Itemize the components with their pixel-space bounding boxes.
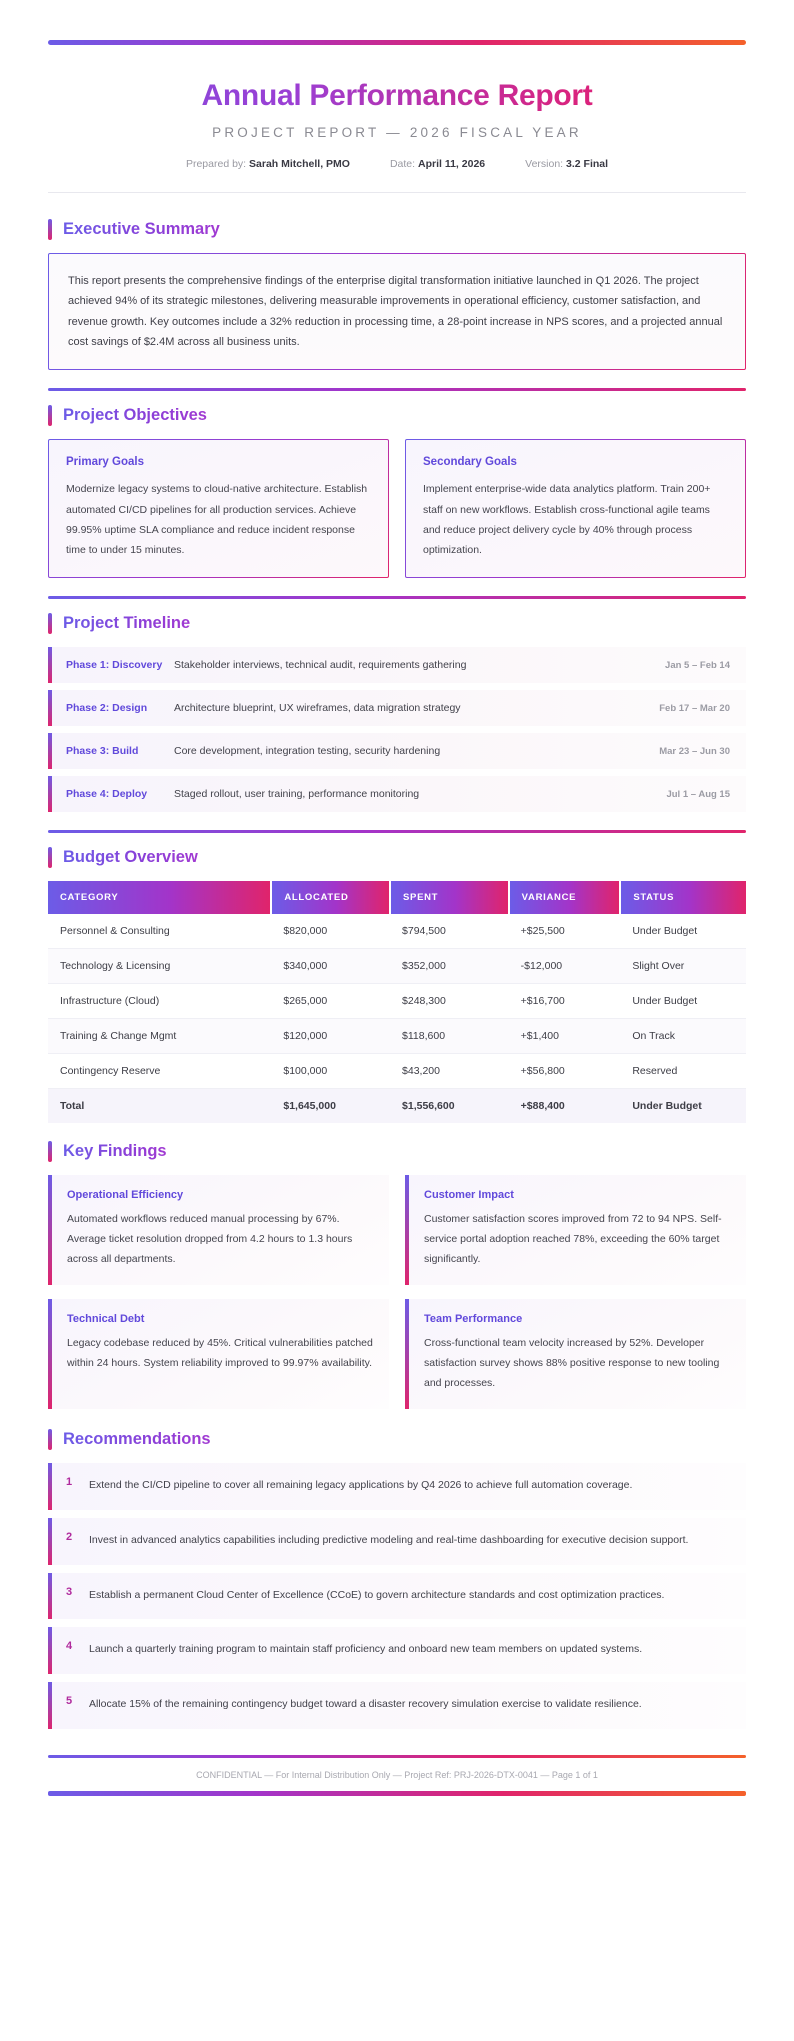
budget-cell-variance: +$16,700 bbox=[509, 984, 621, 1019]
budget-table-body bbox=[48, 914, 746, 1123]
meta-version-label: Version: bbox=[525, 158, 564, 170]
footer-text: CONFIDENTIAL — For Internal Distribution Only — Project Ref: PRJ-2026-DTX-0041 — Page 1 of 1 bbox=[196, 1770, 598, 1781]
meta-version-value: 3.2 Final bbox=[566, 158, 609, 170]
timeline-row bbox=[48, 690, 746, 726]
meta-version bbox=[525, 158, 608, 170]
finding-card-title: Customer Impact bbox=[424, 1189, 514, 1201]
budget-cell-category: Contingency Reserve bbox=[48, 1054, 271, 1089]
timeline-dates: Mar 23 – Jun 30 bbox=[659, 745, 730, 757]
budget-total-allocated: $1,645,000 bbox=[271, 1089, 390, 1124]
section-accent-bar-icon bbox=[48, 613, 52, 634]
budget-heading bbox=[48, 847, 746, 868]
budget-cell-allocated: $820,000 bbox=[271, 914, 390, 949]
timeline-description: Stakeholder interviews, technical audit, requirements gathering bbox=[174, 659, 467, 671]
timeline-heading bbox=[48, 613, 746, 634]
budget-title: Budget Overview bbox=[63, 848, 198, 866]
timeline-phase-label: Phase 1: Discovery bbox=[66, 659, 163, 671]
budget-table bbox=[48, 881, 746, 1123]
recommendation-text: Establish a permanent Cloud Center of Excellence (CCoE) to govern architecture standards and cost optimization practices. bbox=[89, 1588, 665, 1601]
budget-cell-status: Slight Over bbox=[620, 949, 746, 984]
footer-gradient-rule-bottom bbox=[48, 1791, 746, 1796]
section-accent-bar-icon bbox=[48, 405, 52, 426]
budget-header-row bbox=[48, 881, 746, 914]
document-meta bbox=[48, 158, 746, 193]
executive-summary-heading bbox=[48, 219, 746, 240]
finding-card bbox=[48, 1175, 389, 1285]
objective-card-title: Secondary Goals bbox=[423, 456, 517, 469]
section-divider bbox=[48, 388, 746, 391]
timeline-description: Staged rollout, user training, performance monitoring bbox=[174, 788, 420, 800]
budget-cell-variance: +$56,800 bbox=[509, 1054, 621, 1089]
page-footer bbox=[48, 1755, 746, 1796]
list-item bbox=[48, 1518, 746, 1565]
objective-card-body: Modernize legacy systems to cloud-native architecture. Establish automated CI/CD pipelines for all production services. Achieve 99.95% uptime SLA compliance and reduce incident response time to under 15 minutes. bbox=[66, 483, 368, 556]
page-subtitle: PROJECT REPORT — 2026 FISCAL YEAR bbox=[212, 125, 582, 140]
recommendation-number: 2 bbox=[66, 1530, 73, 1543]
executive-summary-title: Executive Summary bbox=[63, 220, 220, 238]
section-accent-bar-icon bbox=[48, 847, 52, 868]
meta-prepared-by-value: Sarah Mitchell, PMO bbox=[249, 158, 350, 170]
timeline-dates: Feb 17 – Mar 20 bbox=[659, 702, 730, 714]
timeline-description: Core development, integration testing, security hardening bbox=[174, 745, 441, 757]
meta-date bbox=[390, 158, 485, 170]
section-accent-bar-icon bbox=[48, 1429, 52, 1450]
objective-card bbox=[405, 439, 746, 578]
budget-cell-spent: $794,500 bbox=[390, 914, 509, 949]
budget-cell-status: On Track bbox=[620, 1019, 746, 1054]
meta-date-label: Date: bbox=[389, 158, 416, 170]
section-accent-bar-icon bbox=[48, 1141, 52, 1162]
budget-col-spent: SPENT bbox=[390, 881, 509, 914]
budget-col-variance: VARIANCE bbox=[509, 881, 621, 914]
section-project-objectives bbox=[48, 405, 746, 578]
finding-card bbox=[405, 1299, 746, 1409]
finding-card-title: Operational Efficiency bbox=[67, 1189, 184, 1201]
objective-card-title: Primary Goals bbox=[66, 456, 144, 469]
table-row bbox=[48, 949, 746, 984]
recommendation-text: Invest in advanced analytics capabilities including predictive modeling and real-time dashboarding for executive decision support. bbox=[89, 1533, 689, 1546]
budget-cell-status: Under Budget bbox=[620, 984, 746, 1019]
table-row bbox=[48, 1054, 746, 1089]
timeline-phase-label: Phase 3: Build bbox=[66, 745, 139, 757]
timeline-dates: Jul 1 – Aug 15 bbox=[666, 788, 730, 800]
recommendation-number: 4 bbox=[66, 1640, 73, 1653]
finding-card-title: Technical Debt bbox=[67, 1312, 145, 1325]
finding-card-title: Team Performance bbox=[424, 1312, 523, 1325]
recommendation-text: Allocate 15% of the remaining contingency budget toward a disaster recovery simulation exercise to validate resilience. bbox=[89, 1698, 642, 1711]
budget-cell-spent: $248,300 bbox=[390, 984, 509, 1019]
list-item bbox=[48, 1573, 746, 1620]
budget-col-status: STATUS bbox=[620, 881, 746, 914]
section-recommendations bbox=[48, 1429, 746, 1730]
objectives-title: Project Objectives bbox=[63, 406, 207, 425]
objective-card bbox=[48, 439, 389, 578]
list-item bbox=[48, 1463, 746, 1510]
section-key-findings bbox=[48, 1141, 746, 1409]
finding-card-body: Cross-functional team velocity increased by 52%. Developer satisfaction survey shows 88% positive response to new tooling and processes. bbox=[424, 1336, 720, 1389]
budget-cell-spent: $352,000 bbox=[390, 949, 509, 984]
budget-cell-status: Under Budget bbox=[620, 914, 746, 949]
recommendation-number: 3 bbox=[66, 1585, 73, 1598]
budget-total-spent: $1,556,600 bbox=[390, 1089, 509, 1124]
table-row bbox=[48, 1019, 746, 1054]
section-project-timeline bbox=[48, 613, 746, 812]
key-findings-heading bbox=[48, 1141, 746, 1162]
meta-date-value: April 11, 2026 bbox=[418, 158, 486, 170]
budget-total-status: Under Budget bbox=[620, 1089, 746, 1124]
budget-table-head bbox=[48, 881, 746, 914]
budget-cell-spent: $118,600 bbox=[390, 1019, 509, 1054]
section-budget-overview bbox=[48, 847, 746, 1123]
timeline-phase-label: Phase 4: Deploy bbox=[66, 788, 148, 800]
table-row bbox=[48, 984, 746, 1019]
objectives-card-grid bbox=[48, 439, 746, 578]
budget-cell-spent: $43,200 bbox=[390, 1054, 509, 1089]
section-accent-bar-icon bbox=[48, 219, 52, 240]
key-findings-title: Key Findings bbox=[63, 1142, 167, 1160]
timeline-list bbox=[48, 647, 746, 812]
budget-cell-category: Training & Change Mgmt bbox=[48, 1019, 271, 1054]
budget-col-allocated: ALLOCATED bbox=[271, 881, 390, 914]
objective-card-body: Implement enterprise-wide data analytics platform. Train 200+ staff on new workflows. Establish cross-functional agile teams and reduce project delivery cycle by 40% through process optimization. bbox=[423, 483, 711, 556]
meta-prepared-by bbox=[186, 158, 350, 170]
recommendation-number: 5 bbox=[66, 1695, 73, 1708]
section-divider bbox=[48, 830, 746, 833]
meta-prepared-by-label: Prepared by: bbox=[185, 158, 247, 170]
timeline-phase-label: Phase 2: Design bbox=[66, 702, 148, 714]
budget-cell-allocated: $100,000 bbox=[271, 1054, 390, 1089]
finding-card bbox=[405, 1175, 746, 1285]
budget-cell-variance: +$25,500 bbox=[509, 914, 621, 949]
top-gradient-rule bbox=[48, 40, 746, 45]
finding-card bbox=[48, 1299, 389, 1409]
timeline-row bbox=[48, 647, 746, 683]
objectives-heading bbox=[48, 405, 746, 426]
recommendations-title: Recommendations bbox=[63, 1429, 211, 1448]
budget-total-label: Total bbox=[48, 1089, 271, 1124]
budget-cell-category: Infrastructure (Cloud) bbox=[48, 984, 271, 1019]
finding-card-body: Legacy codebase reduced by 45%. Critical vulnerabilities patched within 24 hours. System reliability improved to 99.97% availability. bbox=[67, 1336, 373, 1369]
finding-card-body: Customer satisfaction scores improved from 72 to 94 NPS. Self-service portal adoption reached 78%, exceeding the 60% target significantly. bbox=[424, 1213, 722, 1265]
timeline-description: Architecture blueprint, UX wireframes, data migration strategy bbox=[174, 702, 461, 714]
page-title: Annual Performance Report bbox=[48, 79, 746, 113]
budget-cell-allocated: $120,000 bbox=[271, 1019, 390, 1054]
budget-cell-status: Reserved bbox=[620, 1054, 746, 1089]
executive-summary-body: This report presents the comprehensive findings of the enterprise digital transformation initiative launched in Q1 2026. The project achieved 94% of its strategic milestones, delivering measurable improvements in operational efficiency, customer satisfaction, and revenue growth. Key outcomes include a 32% reduction in processing time, a 28-point increase in NPS scores, and a projected annual cost savings of $2.4M across all business units. bbox=[48, 253, 746, 370]
key-findings-grid bbox=[48, 1175, 746, 1409]
budget-cell-variance: -$12,000 bbox=[509, 949, 621, 984]
budget-cell-allocated: $265,000 bbox=[271, 984, 390, 1019]
budget-cell-category: Personnel & Consulting bbox=[48, 914, 271, 949]
finding-card-body: Automated workflows reduced manual processing by 67%. Average ticket resolution dropped from 4.2 hours to 1.3 hours across all departments. bbox=[67, 1213, 353, 1265]
timeline-title: Project Timeline bbox=[63, 614, 191, 632]
timeline-row bbox=[48, 776, 746, 812]
recommendation-text: Launch a quarterly training program to maintain staff proficiency and onboard new team members on updated systems. bbox=[89, 1643, 643, 1656]
budget-total-variance: +$88,400 bbox=[509, 1089, 621, 1124]
table-row bbox=[48, 914, 746, 949]
recommendations-list bbox=[48, 1463, 746, 1730]
section-executive-summary bbox=[48, 219, 746, 370]
budget-cell-variance: +$1,400 bbox=[509, 1019, 621, 1054]
recommendation-text: Extend the CI/CD pipeline to cover all remaining legacy applications by Q4 2026 to achieve full automation coverage. bbox=[89, 1478, 633, 1491]
budget-col-category: CATEGORY bbox=[48, 881, 271, 914]
list-item bbox=[48, 1627, 746, 1674]
section-divider bbox=[48, 596, 746, 599]
recommendations-heading bbox=[48, 1429, 746, 1450]
timeline-row bbox=[48, 733, 746, 769]
timeline-dates: Jan 5 – Feb 14 bbox=[665, 659, 730, 671]
budget-cell-category: Technology & Licensing bbox=[48, 949, 271, 984]
list-item bbox=[48, 1682, 746, 1729]
budget-total-row bbox=[48, 1089, 746, 1124]
budget-cell-allocated: $340,000 bbox=[271, 949, 390, 984]
recommendation-number: 1 bbox=[66, 1475, 73, 1488]
